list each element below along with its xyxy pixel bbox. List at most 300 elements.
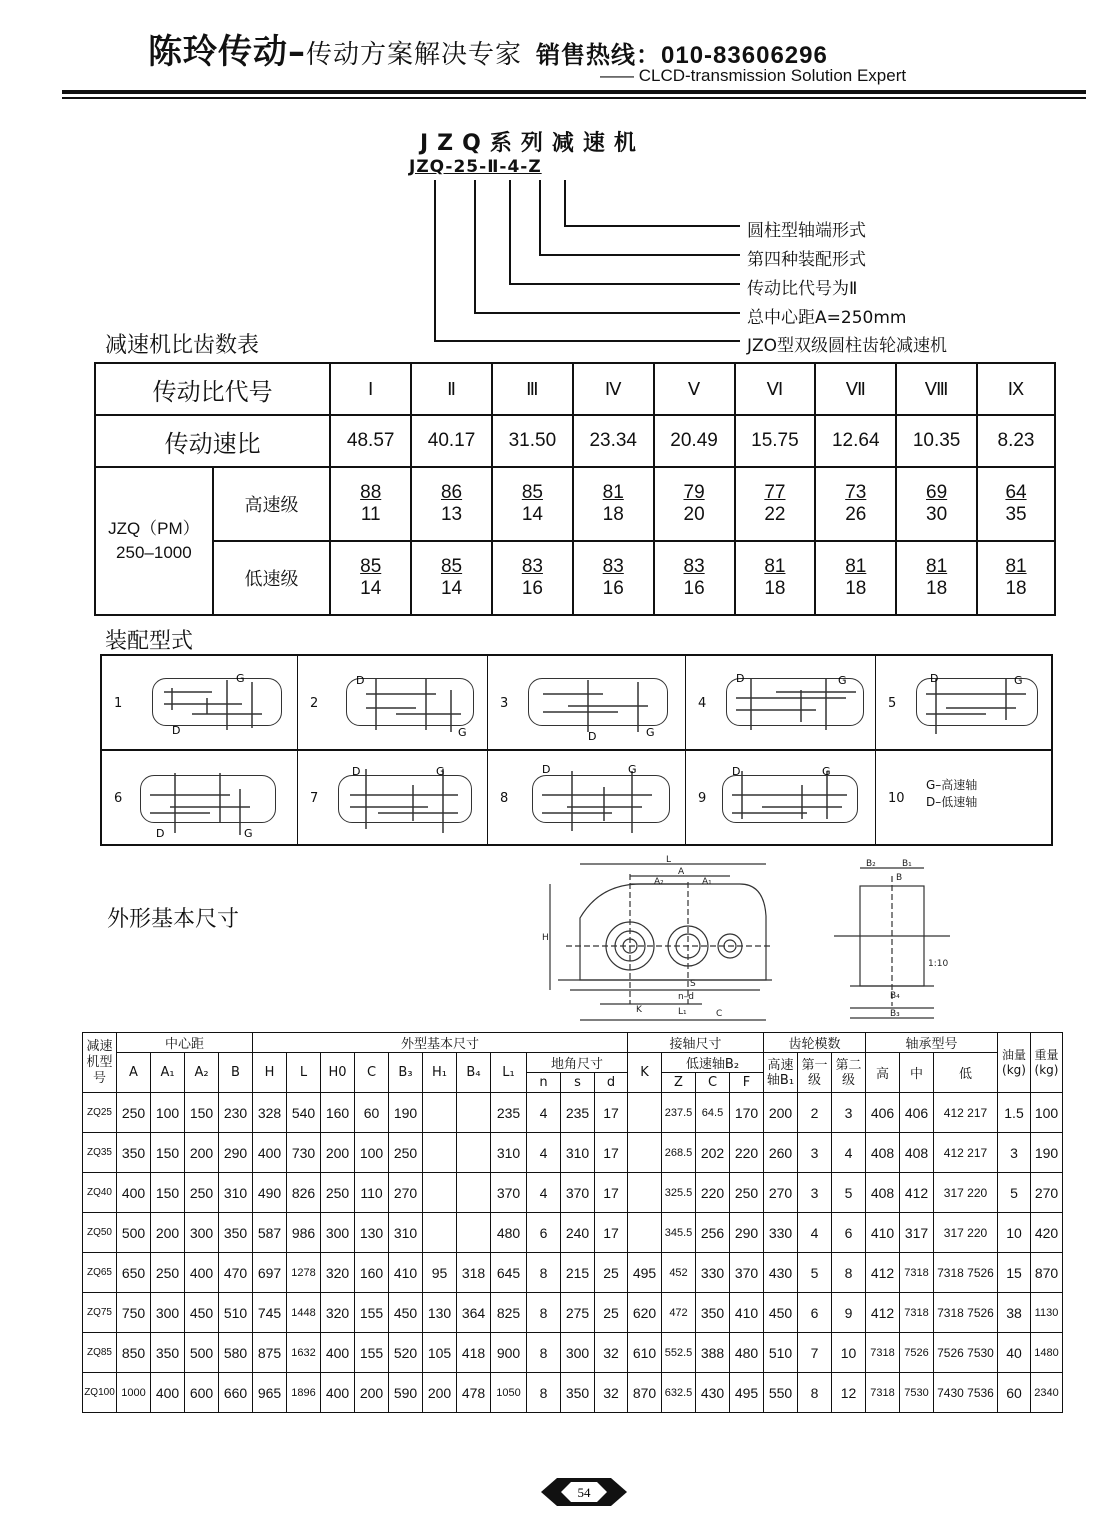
col-A: A [117,1053,151,1093]
table-cell: 3 [998,1133,1031,1173]
ratio-code: Ⅵ [735,363,816,415]
assembly-schematic [152,670,292,736]
assembly-cell [102,751,298,844]
dims-header-stage1: 第一级 [798,1053,832,1093]
ratio-value: 20.49 [654,415,735,467]
col-bearing-high: 高 [866,1053,900,1093]
table-row [83,1253,1063,1293]
col-d: d [595,1073,628,1093]
model-cell: ZQ75 [83,1293,117,1333]
svg-text:B₃: B₃ [890,1009,900,1019]
table-cell: 190 [389,1093,423,1133]
table-cell: 875 [253,1333,287,1373]
low-teeth: $\frac{81}{18}$ [735,541,816,615]
table-cell [423,1133,457,1173]
table-cell: 500 [185,1333,219,1373]
table-cell: 410 [866,1213,900,1253]
table-cell: 160 [321,1093,355,1133]
table-cell: 250 [151,1253,185,1293]
table-cell: 215 [561,1253,595,1293]
table-cell: 410 [730,1293,764,1333]
table-row [83,1293,1063,1333]
table-cell: 412 [866,1293,900,1333]
table-cell: 450 [389,1293,423,1333]
low-speed-row [95,541,1055,615]
table-row [83,1093,1063,1133]
table-cell: 100 [355,1133,389,1173]
svg-text:B₄: B₄ [890,991,900,1001]
table-cell: 412 217 [934,1093,998,1133]
svg-text:G: G [236,672,245,685]
page-number: 54 [577,1485,591,1500]
legend-assembly-type: 第四种装配形式 [747,250,866,270]
table-cell: 5 [832,1173,866,1213]
assembly-number: 1 [114,696,123,711]
table-cell: 220 [696,1173,730,1213]
side-view-drawing [830,856,960,1024]
table-cell: 552.5 [662,1333,696,1373]
table-cell: 325.5 [662,1173,696,1213]
table-cell: 7318 7526 [934,1253,998,1293]
dims-header-stage2: 第二级 [832,1053,866,1093]
table-cell: 15 [998,1253,1031,1293]
legend-shaft-type: 圆柱型轴端形式 [747,221,866,241]
assembly-schematic [916,670,1048,736]
table-cell: 320 [321,1253,355,1293]
ratio-code: Ⅷ [896,363,977,415]
table-cell: 250 [321,1173,355,1213]
assembly-number: 6 [114,791,123,806]
low-teeth: $\frac{83}{16}$ [492,541,573,615]
table-cell: 40 [998,1333,1031,1373]
table-cell: 9 [832,1293,866,1333]
table-cell: 6 [832,1213,866,1253]
table-cell: 520 [389,1333,423,1373]
table-cell: 310 [561,1133,595,1173]
model-cell: ZQ35 [83,1133,117,1173]
jzq-group-label-2: 250–1000 [116,543,192,562]
table-cell: 430 [696,1373,730,1413]
ratio-value: 48.57 [330,415,411,467]
table-cell: 4 [832,1133,866,1173]
assembly-cell [686,656,876,749]
table-cell: 130 [355,1213,389,1253]
model-title: JZQ系列减速机 [420,131,645,156]
high-speed-row [95,467,1055,541]
table-cell: 317 [900,1213,934,1253]
table-cell: 190 [1031,1133,1063,1173]
col-L1: L₁ [491,1053,527,1093]
svg-text:D: D [352,765,361,778]
table-cell: 1278 [287,1253,321,1293]
table-cell: 250 [389,1133,423,1173]
table-cell: 406 [900,1093,934,1133]
svg-text:L: L [666,855,672,865]
table-cell [457,1093,491,1133]
table-cell: 420 [1031,1213,1063,1253]
table-cell: 100 [151,1093,185,1133]
ratio-value: 40.17 [411,415,492,467]
table-cell: 472 [662,1293,696,1333]
svg-text:C: C [716,1009,723,1019]
legend-ratio-code: 传动比代号为Ⅱ [747,279,858,299]
table-cell: 632.5 [662,1373,696,1413]
table-cell: 7318 [866,1333,900,1373]
col-Z: Z [662,1073,696,1093]
table-cell: 300 [561,1333,595,1373]
table-cell: 470 [219,1253,253,1293]
col-H1: H₁ [423,1053,457,1093]
table-cell: 2340 [1031,1373,1063,1413]
table-cell: 510 [219,1293,253,1333]
table-cell: 388 [696,1333,730,1373]
table-cell: 256 [696,1213,730,1253]
svg-text:B₂: B₂ [866,859,876,869]
table-cell: 1896 [287,1373,321,1413]
assembly-number: 4 [698,696,707,711]
table-cell: 150 [151,1173,185,1213]
assembly-schematic [140,759,290,839]
table-cell: 825 [491,1293,527,1333]
legend-low-speed-shaft: D–低速轴 [926,795,978,809]
table-cell: 300 [185,1213,219,1253]
ratio-speed-row [95,415,1055,467]
svg-text:B: B [896,873,903,883]
table-cell: 370 [561,1173,595,1213]
dims-section-title: 外形基本尺寸 [107,907,240,932]
model-cell: ZQ85 [83,1333,117,1373]
table-cell: 495 [730,1373,764,1413]
header-rule [62,90,1086,94]
table-cell: 495 [628,1253,662,1293]
table-cell: 600 [185,1373,219,1413]
table-cell: 490 [253,1173,287,1213]
table-cell: 202 [696,1133,730,1173]
table-cell: 4 [527,1173,561,1213]
ratio-code: Ⅳ [573,363,654,415]
table-cell: 430 [764,1253,798,1293]
table-cell: 160 [355,1253,389,1293]
table-cell: 580 [219,1333,253,1373]
table-cell: 7318 [900,1253,934,1293]
dims-header-model: 减速机型号 [83,1033,117,1093]
high-teeth: $\frac{77}{22}$ [735,467,816,541]
table-cell: 870 [628,1373,662,1413]
col-C2: C [696,1073,730,1093]
dims-header-foot: 地角尺寸 [527,1053,628,1073]
assembly-cell [298,656,488,749]
table-cell: 400 [321,1333,355,1373]
table-cell: 965 [253,1373,287,1413]
ratio-code: Ⅱ [411,363,492,415]
low-teeth: $\frac{83}{16}$ [654,541,735,615]
table-cell: 650 [117,1253,151,1293]
table-cell: 328 [253,1093,287,1133]
brand-tagline: 传动方案解决专家 [306,40,523,70]
table-cell [628,1133,662,1173]
high-teeth: $\frac{85}{14}$ [492,467,573,541]
col-B: B [219,1053,253,1093]
ratio-code-label: 传动比代号 [95,363,330,415]
table-cell: 17 [595,1093,628,1133]
table-cell: 550 [764,1373,798,1413]
table-cell: 155 [355,1293,389,1333]
low-teeth: $\frac{85}{14}$ [330,541,411,615]
table-cell: 200 [151,1213,185,1253]
assembly-number: 9 [698,791,707,806]
slogan: —— CLCD-transmission Solution Expert [600,66,907,85]
table-cell: 870 [1031,1253,1063,1293]
table-cell: 660 [219,1373,253,1413]
table-cell: 480 [730,1333,764,1373]
svg-text:G: G [244,827,253,840]
ratio-value: 12.64 [815,415,896,467]
table-cell: 6 [798,1293,832,1333]
table-cell: 7318 [900,1293,934,1333]
table-cell: 400 [151,1373,185,1413]
low-teeth: $\frac{85}{14}$ [411,541,492,615]
table-cell: 400 [253,1133,287,1173]
table-cell: 1130 [1031,1293,1063,1333]
dims-header-center: 中心距 [117,1033,253,1053]
svg-text:A₂: A₂ [654,877,664,887]
table-cell: 4 [798,1213,832,1253]
assembly-section-title: 装配型式 [105,629,194,654]
table-cell: 270 [389,1173,423,1213]
table-cell: 3 [798,1173,832,1213]
dims-header-weight: 重量(kg) [1031,1033,1063,1093]
table-cell: 370 [730,1253,764,1293]
ratio-value: 10.35 [896,415,977,467]
table-cell: 350 [151,1333,185,1373]
dims-header-low-shaft: 低速轴B₂ [662,1053,764,1073]
ratio-table [94,362,1056,616]
svg-text:G: G [1014,674,1023,687]
table-cell: 590 [389,1373,423,1413]
table-cell: 400 [117,1173,151,1213]
dims-table-body [83,1093,1063,1413]
assembly-grid [100,654,1053,846]
table-cell: 320 [321,1293,355,1333]
col-B3: B₃ [389,1053,423,1093]
svg-text:D: D [930,672,939,685]
svg-text:D: D [736,672,745,685]
table-cell: 270 [1031,1173,1063,1213]
table-cell [423,1173,457,1213]
ratio-speed-label: 传动速比 [95,415,330,467]
table-cell: 235 [561,1093,595,1133]
table-cell [457,1173,491,1213]
assembly-cell [298,751,488,844]
high-speed-label: 高速级 [213,467,331,541]
table-row [83,1173,1063,1213]
assembly-legend [926,777,977,811]
table-cell [457,1213,491,1253]
model-cell: ZQ40 [83,1173,117,1213]
assembly-cell [488,656,686,749]
dims-header-row [83,1053,1063,1073]
table-cell: 408 [866,1133,900,1173]
table-cell: 478 [457,1373,491,1413]
dims-table [82,1032,1063,1413]
table-cell: 7318 7526 [934,1293,998,1333]
table-cell: 350 [696,1293,730,1333]
brand-dash: – [288,32,306,72]
table-cell: 350 [117,1133,151,1173]
high-teeth: $\frac{88}{11}$ [330,467,411,541]
table-cell: 32 [595,1333,628,1373]
table-cell: 8 [527,1253,561,1293]
table-cell: 8 [527,1373,561,1413]
table-row [83,1133,1063,1173]
table-cell: 730 [287,1133,321,1173]
table-cell: 220 [730,1133,764,1173]
table-cell: 406 [866,1093,900,1133]
svg-text:D: D [172,724,181,737]
table-cell: 750 [117,1293,151,1333]
svg-text:D: D [732,765,741,778]
table-cell: 697 [253,1253,287,1293]
table-cell: 150 [151,1133,185,1173]
table-cell: 64.5 [696,1093,730,1133]
table-cell: 155 [355,1333,389,1373]
table-cell: 408 [866,1173,900,1213]
svg-text:G: G [822,765,831,778]
assembly-schematic [528,670,678,743]
col-F: F [730,1073,764,1093]
low-teeth: $\frac{81}{18}$ [815,541,896,615]
table-cell [423,1093,457,1133]
table-cell: 17 [595,1133,628,1173]
assembly-cell [488,751,686,844]
table-cell: 268.5 [662,1133,696,1173]
col-A2: A₂ [185,1053,219,1093]
svg-text:K: K [636,1005,642,1015]
col-B4: B₄ [457,1053,491,1093]
jzq-group-label [95,467,213,615]
table-cell: 260 [764,1133,798,1173]
col-C: C [355,1053,389,1093]
low-teeth: $\frac{81}{18}$ [977,541,1055,615]
table-cell: 8 [527,1293,561,1333]
svg-text:D: D [156,827,165,840]
table-cell: 200 [764,1093,798,1133]
high-teeth: $\frac{81}{18}$ [573,467,654,541]
table-cell: 510 [764,1333,798,1373]
table-cell: 230 [219,1093,253,1133]
table-cell: 7526 [900,1333,934,1373]
table-cell: 250 [117,1093,151,1133]
svg-text:G: G [436,765,445,778]
dims-header-high-shaft: 高速轴B₁ [764,1053,798,1093]
model-cell: ZQ100 [83,1373,117,1413]
table-cell: 410 [389,1253,423,1293]
ratio-code-row [95,363,1055,415]
table-cell: 412 [866,1253,900,1293]
brand-name: 陈玲传动 [148,32,288,72]
col-bearing-low: 低 [934,1053,998,1093]
table-cell: 408 [900,1133,934,1173]
table-cell: 350 [561,1373,595,1413]
table-cell: 17 [595,1173,628,1213]
table-cell [628,1093,662,1133]
table-cell: 250 [730,1173,764,1213]
assembly-cell [876,751,1051,844]
ratio-value: 8.23 [977,415,1055,467]
svg-text:L₁: L₁ [678,1007,687,1017]
table-cell: 200 [423,1373,457,1413]
model-cell: ZQ50 [83,1213,117,1253]
ratio-value: 31.50 [492,415,573,467]
svg-text:B₁: B₁ [902,859,912,869]
svg-text:D: D [542,763,551,776]
table-cell: 745 [253,1293,287,1333]
ratio-code: Ⅶ [815,363,896,415]
col-s: s [561,1073,595,1093]
ratio-code: Ⅲ [492,363,573,415]
table-cell [457,1133,491,1173]
table-cell: 25 [595,1293,628,1333]
table-cell: 1632 [287,1333,321,1373]
table-cell: 10 [832,1333,866,1373]
model-code-leader-lines [420,178,740,348]
table-cell: 130 [423,1293,457,1333]
col-A1: A₁ [151,1053,185,1093]
table-cell: 480 [491,1213,527,1253]
ratio-code: Ⅸ [977,363,1055,415]
assembly-schematic [726,670,876,736]
table-cell: 330 [696,1253,730,1293]
svg-text:G: G [628,763,637,776]
high-teeth: $\frac{64}{35}$ [977,467,1055,541]
assembly-schematic [532,759,682,839]
table-cell: 237.5 [662,1093,696,1133]
high-teeth: $\frac{73}{26}$ [815,467,896,541]
table-cell: 345.5 [662,1213,696,1253]
table-cell: 25 [595,1253,628,1293]
table-cell: 450 [185,1293,219,1333]
ratio-section-title: 减速机比齿数表 [105,333,260,358]
table-cell: 1448 [287,1293,321,1333]
dims-header-shaft: 接轴尺寸 [628,1033,764,1053]
table-cell: 370 [491,1173,527,1213]
table-row [83,1333,1063,1373]
table-cell: 7530 [900,1373,934,1413]
table-cell: 240 [561,1213,595,1253]
page-number-badge [541,1476,627,1508]
table-cell: 200 [185,1133,219,1173]
svg-text:1:10: 1:10 [928,959,949,969]
assembly-number: 2 [310,696,319,711]
assembly-cell [876,656,1051,749]
high-teeth: $\frac{86}{13}$ [411,467,492,541]
low-teeth: $\frac{81}{18}$ [896,541,977,615]
table-cell: 418 [457,1333,491,1373]
assembly-schematic [722,759,872,839]
table-cell: 8 [527,1333,561,1373]
svg-text:n–d: n–d [678,992,694,1002]
table-cell: 850 [117,1333,151,1373]
hotline-label: 销售热线： [536,41,662,69]
legend-center-distance: 总中心距A=250mm [747,308,907,328]
table-cell: 32 [595,1373,628,1413]
table-cell: 412 217 [934,1133,998,1173]
table-cell: 7526 7530 [934,1333,998,1373]
legend-reducer-type: JZO型双级圆柱齿轮减速机 [747,336,948,356]
table-cell: 610 [628,1333,662,1373]
svg-text:S: S [690,979,696,989]
table-row [83,1373,1063,1413]
